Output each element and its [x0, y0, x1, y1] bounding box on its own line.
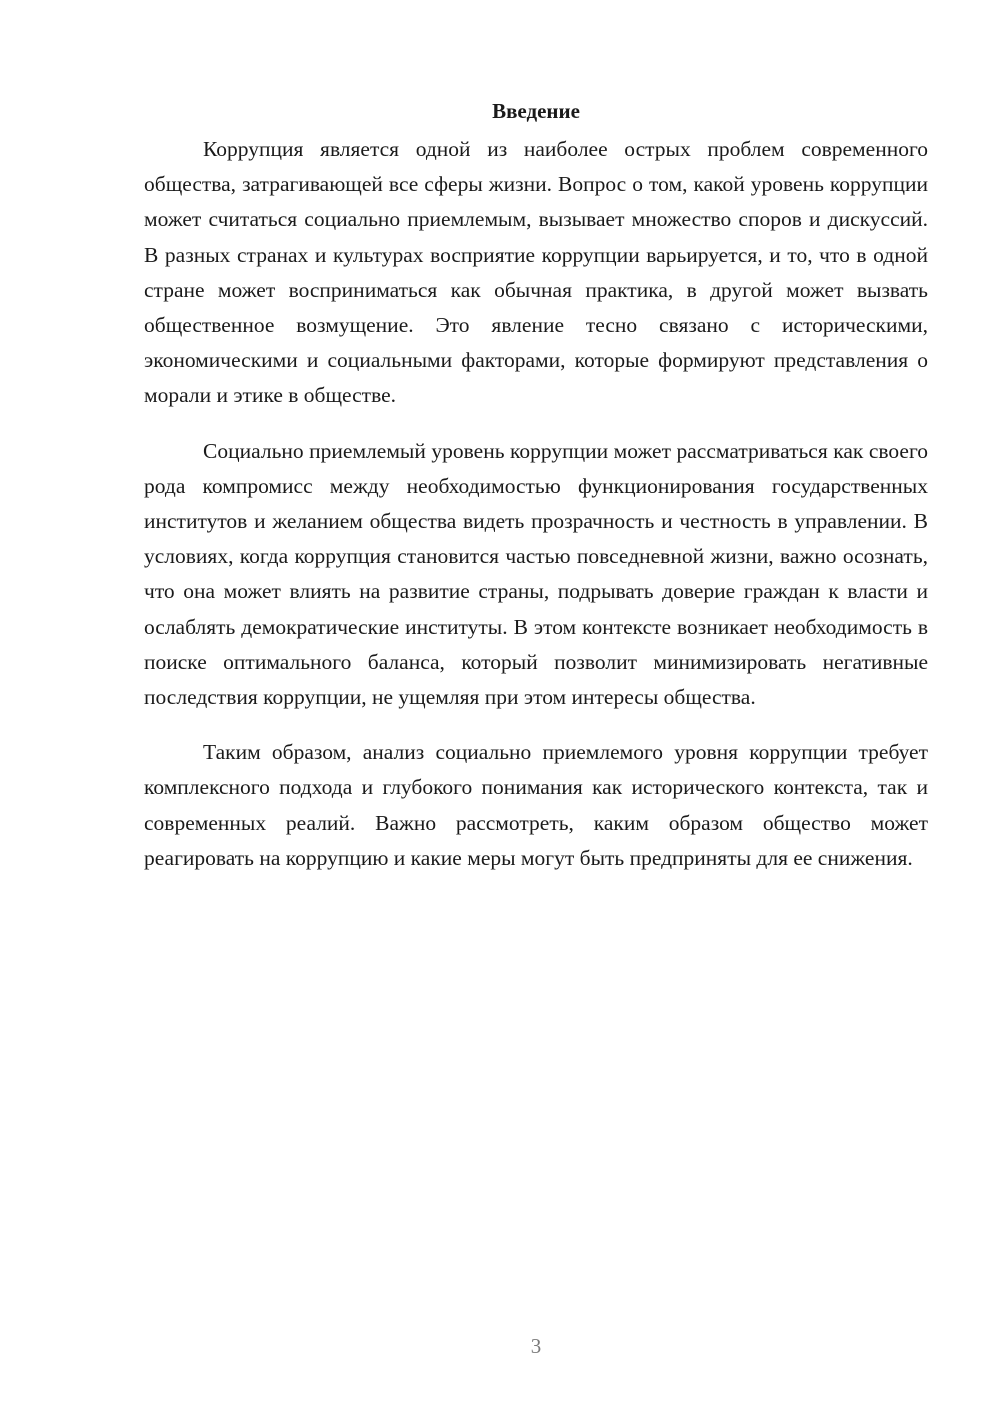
paragraph-3: Таким образом, анализ социально приемлемого уровня коррупции требует комплексного подхода и глубокого понимания как исторического контекста, так и современных реалий. Важно рассмотреть, каким образом общество может реагировать на коррупцию и какие меры могут быть предприняты для ее снижения.: [144, 740, 928, 870]
paragraph-2: Социально приемлемый уровень коррупции может рассматриваться как своего рода компромисс между необходимостью функционирования государственных институтов и желанием общества видеть прозрачность и честность в управлении. В условиях, когда коррупция становится частью повседневной жизни, важно осознать, что она может влиять на развитие страны, подрывать доверие граждан к власти и ослаблять демократические институты. В этом контексте возникает необходимость в поиске оптимального баланса, который позволит минимизировать негативные последствия коррупции, не ущемляя при этом интересы общества.: [144, 438, 928, 710]
paragraph-1: Коррупция является одной из наиболее острых проблем современного общества, затрагивающей все сферы жизни. Вопрос о том, какой уровень коррупции может считаться социально приемлемым, вызывает множество споров и дискуссий. В разных странах и культурах восприятие коррупции варьируется, и то, что в одной стране может восприниматься как обычная практика, в другой может вызвать общественное возмущение. Это явление тесно связано с историческими, экономическими и социальными факторами, которые формируют представления о морали и этике в обществе.: [144, 137, 928, 408]
page-number: 3: [530, 1334, 542, 1358]
section-title: Введение: [492, 99, 580, 123]
page-content: [144, 96, 928, 896]
